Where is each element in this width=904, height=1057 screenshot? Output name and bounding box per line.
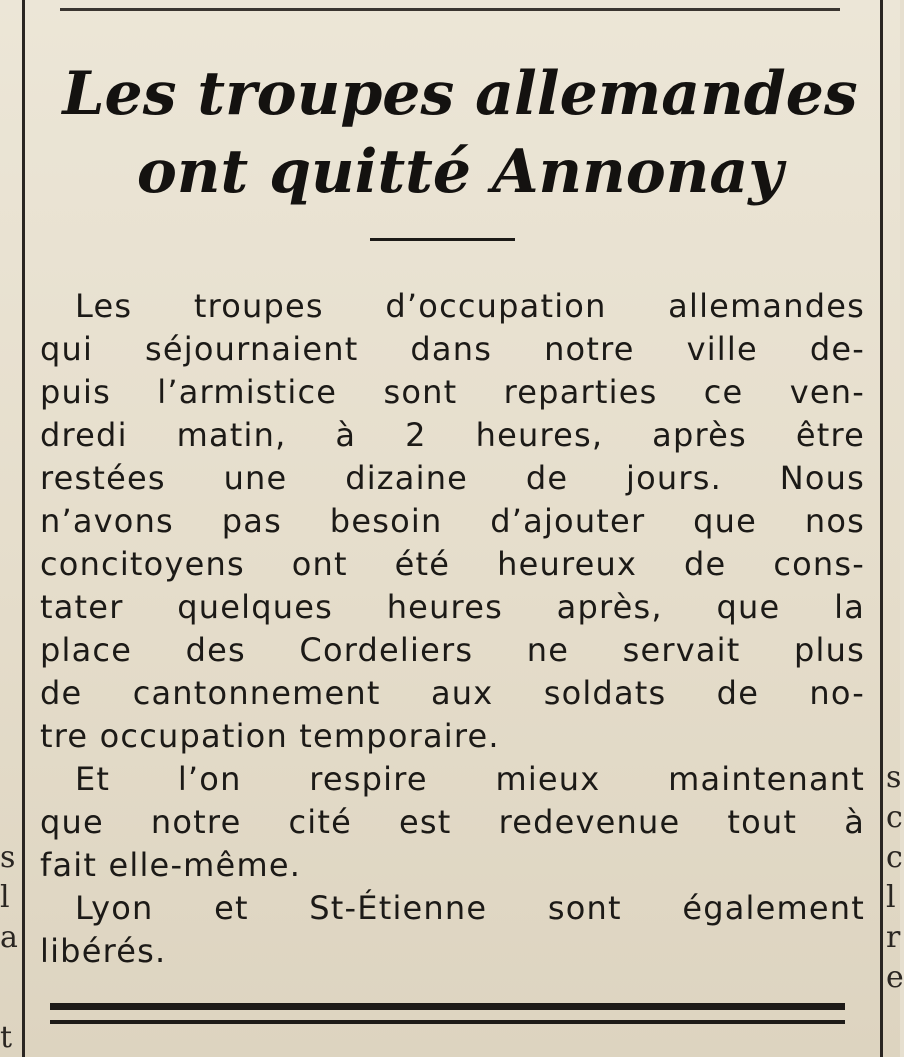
- article-headline: [40, 55, 880, 211]
- left-margin-fragment: a: [0, 920, 18, 955]
- body-line: restées une dizaine de jours. Nous: [40, 459, 865, 497]
- headline-line-1: Les troupes allemandes: [62, 59, 858, 129]
- body-line: Lyon et St-Étienne sont également: [75, 889, 865, 927]
- headline-line-2: ont quitté Annonay: [136, 137, 784, 207]
- body-line: tater quelques heures après, que la: [40, 588, 865, 626]
- body-line: n’avons pas besoin d’ajouter que nos: [40, 502, 865, 540]
- body-line: Et l’on respire mieux maintenant: [75, 760, 865, 798]
- left-margin-fragment: s: [0, 840, 16, 875]
- footer-thick-rule: [50, 1003, 845, 1010]
- left-column-rule: [22, 0, 25, 1057]
- top-column-rule: [60, 8, 840, 11]
- right-margin-fragment: c: [886, 800, 903, 835]
- right-margin-fragment: e: [886, 960, 904, 995]
- left-margin-fragment: l: [0, 880, 10, 915]
- right-margin-fragment: c: [886, 840, 903, 875]
- footer-thin-rule: [50, 1020, 845, 1024]
- headline-separator: [370, 238, 515, 241]
- body-line: concitoyens ont été heureux de cons-: [40, 545, 865, 583]
- body-line: libérés.: [40, 932, 167, 970]
- left-margin-fragment: t: [0, 1020, 13, 1055]
- right-margin-fragment: l: [886, 880, 896, 915]
- right-column-rule: [880, 0, 883, 1057]
- body-line: de cantonnement aux soldats de no-: [40, 674, 865, 712]
- body-line: puis l’armistice sont reparties ce ven-: [40, 373, 865, 411]
- body-line: fait elle-même.: [40, 846, 302, 884]
- right-margin-fragment: s: [886, 760, 902, 795]
- body-line: que notre cité est redevenue tout à: [40, 803, 865, 841]
- body-line: Les troupes d’occupation allemandes: [75, 287, 865, 325]
- body-line: tre occupation temporaire.: [40, 717, 500, 755]
- body-line: qui séjournaient dans notre ville de-: [40, 330, 865, 368]
- right-margin-fragment: r: [886, 920, 901, 955]
- body-line: place des Cordeliers ne servait plus: [40, 631, 865, 669]
- body-line: dredi matin, à 2 heures, après être: [40, 416, 865, 454]
- article-body: [40, 285, 865, 973]
